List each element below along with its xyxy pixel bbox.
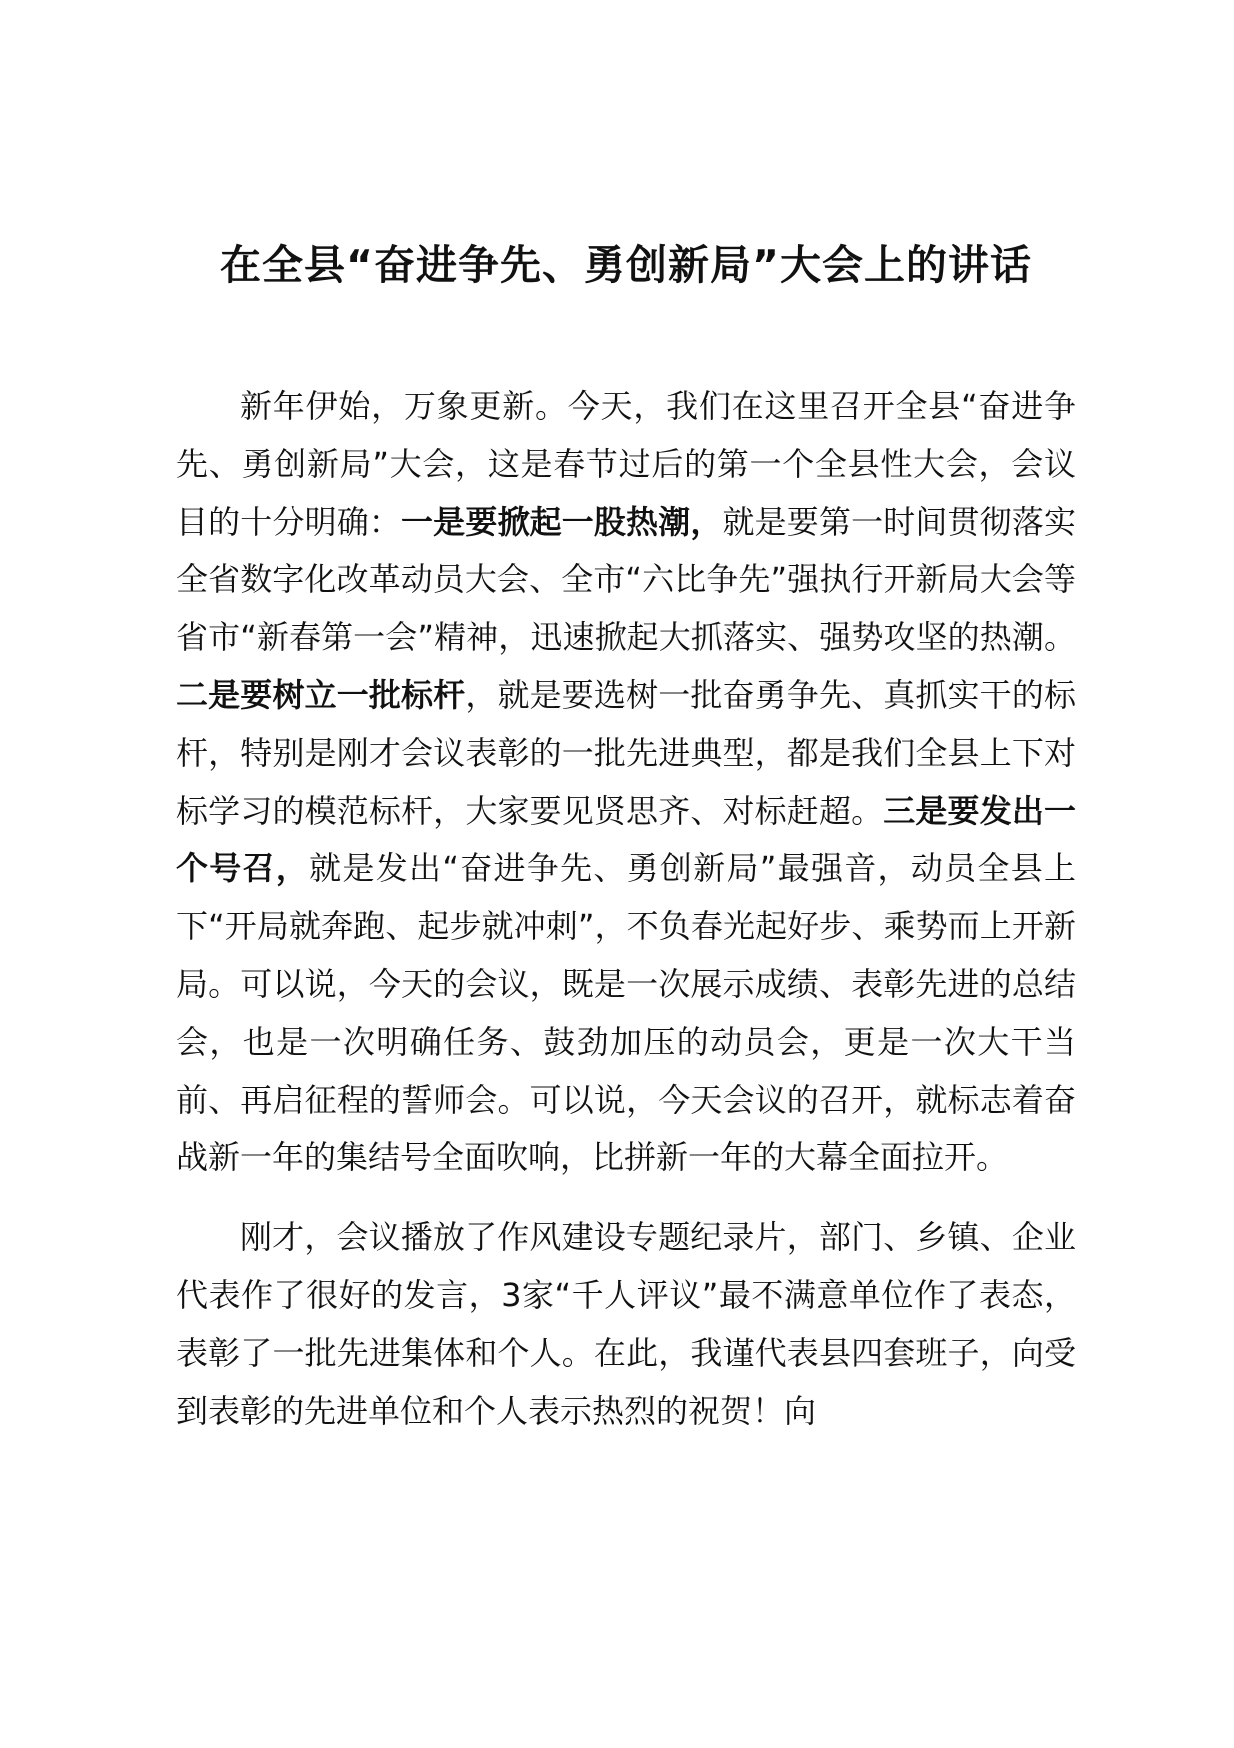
paragraph-text: 就是要第一时间贯彻落实全省数字化改革动员大会、全市“六比争先”强执行开新局大会等省市“新春第一会”精神，迅速掀起大抓落实、强势攻坚的热潮。: [176, 502, 1076, 657]
paragraph-text: 刚才，会议播放了作风建设专题纪录片，部门、乡镇、企业代表作了很好的发言，3家“千人评议”最不满意单位作了表态，表彰了一批先进集体和个人。在此，我谨代表县四套班子，向受到表彰的先进单位和个人表示热烈的祝贺！向: [176, 1218, 1076, 1430]
key-point-3-heading: 三是要发出一个号召，: [176, 791, 1076, 888]
paragraph-text: 新年伊始，万象更新。今天，我们在这里召开全县“奋进争先、勇创新局”大会，这是春节过后的第一个全县性大会，会议目的十分明确：: [176, 387, 1076, 541]
paragraph-text: 就是发出“奋进争先、勇创新局”最强音，动员全县上下“开局就奔跑、起步就冲刺”，不负春光起好步、乘势而上开新局。可以说，今天的会议，既是一次展示成绩、表彰先进的总结会，也是一次明确任务、鼓劲加压的动员会，更是一次大干当前、再启征程的誓师会。可以说，今天会议的召开，就标志着奋战新一年的集结号全面吹响，比拼新一年的大幕全面拉开。: [176, 849, 1076, 1177]
document-title: 在全县“奋进争先、勇创新局”大会上的讲话: [220, 241, 1032, 289]
paragraph-text: ，就是要选树一批奋勇争先、真抓实干的标杆，特别是刚才会议表彰的一批先进典型，都是我们全县上下对标学习的模范标杆，大家要见贤思齐、对标赶超。: [176, 675, 1076, 830]
document-body: [176, 378, 1076, 1440]
key-point-2-heading: 二是要树立一批标杆: [176, 675, 466, 714]
paragraph-1: [176, 378, 1076, 1187]
key-point-1-heading: 一是要掀起一股热潮，: [401, 502, 723, 541]
paragraph-2: [176, 1209, 1076, 1440]
